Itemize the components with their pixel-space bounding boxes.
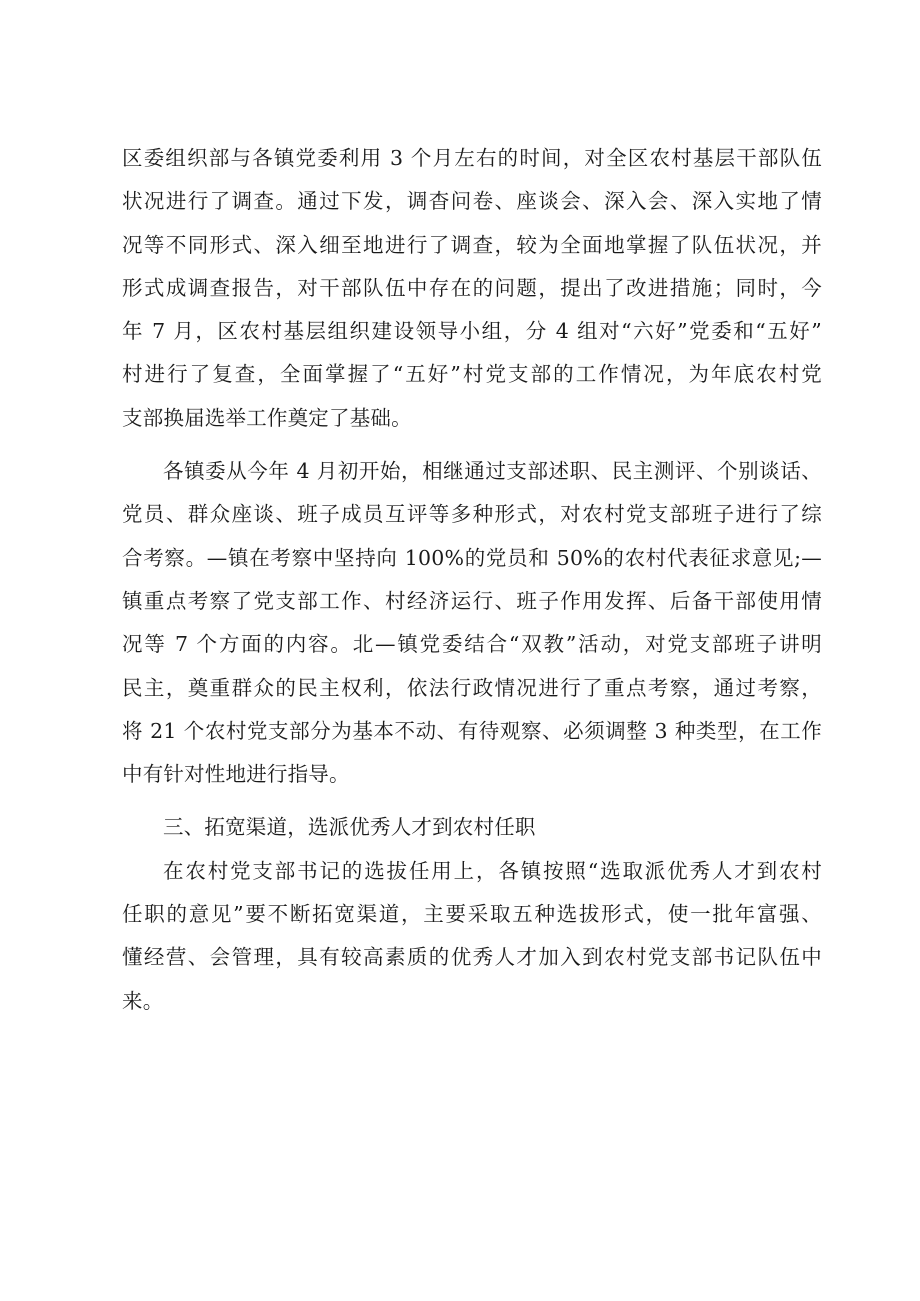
- text-line: 状况进行了调查。通过下发，调杳问卷、座谈会、深入会、深入实地了情: [122, 189, 822, 214]
- text-line: 区委组织部与各镇党委利用 3 个月左右的时间，对全区农村基层干部队伍: [122, 146, 822, 170]
- text-line: 在农村党支部书记的选拔任用上，各镇按照“选取派优秀人才到农村: [163, 858, 822, 883]
- text-line: 年 7 月，区农村基层组织建设领导小组，分 4 组对“六好”党委和“五好”: [122, 319, 822, 344]
- section-heading-text: 三、拓宽渠道，选派优秀人才到农村任职: [163, 815, 536, 840]
- text-line: 民主，奠重群众的民主权利，依法行政情况进行了重点考察，通过考察，: [122, 675, 822, 700]
- text-line: 中有针对性地进行指导。: [122, 762, 350, 787]
- text-line: 况等不同形式、深入细至地进行了调查，较为全面地掌握了队伍状况，并: [122, 232, 822, 257]
- paragraph-inspection: [122, 450, 822, 796]
- text-line: 形式成调查报告，对干部队伍中存在的问题，提出了改进措施；同时，今: [122, 275, 822, 300]
- text-line: 况等 7 个方面的内容。北—镇党委结合“双教”活动，对党支部班子讲明: [122, 632, 822, 657]
- document-body: [122, 137, 822, 1023]
- text-line: 任职的意见”要不断拓宽渠道，主要采取五种选拔形式，使一批年富强、: [122, 902, 822, 927]
- text-line: 村进行了复查，全面掌握了“五好”村党支部的工作情况，为年底农村党: [122, 362, 822, 387]
- text-line: 合考察。—镇在考察中坚持向 100%的党员和 50%的农村代表征求意见;—: [122, 545, 822, 570]
- section-heading: [122, 806, 822, 849]
- paragraph-survey: [122, 137, 822, 440]
- text-line: 支部换届选举工作奠定了基础。: [122, 405, 412, 430]
- text-line: 将 21 个农村党支部分为基本不动、有待观察、必须调整 3 种类型，在工作: [122, 718, 822, 743]
- text-line: 来。: [122, 988, 164, 1013]
- text-line: 各镇委从今年 4 月初开始，相继通过支部述职、民主测评、个别谈话、: [163, 459, 822, 484]
- text-line: 党员、群众座谈、班子成员互评等多种形式，对农村党支部班子进行了综: [122, 502, 822, 527]
- text-line: 懂经营、会管理，具有较高素质的优秀人才加入到农村党支部书记队伍中: [122, 945, 822, 970]
- text-line: 镇重点考察了党支部工作、村经济运行、班子作用发挥、后备干部使用情: [122, 588, 822, 613]
- paragraph-selection: [122, 850, 822, 1023]
